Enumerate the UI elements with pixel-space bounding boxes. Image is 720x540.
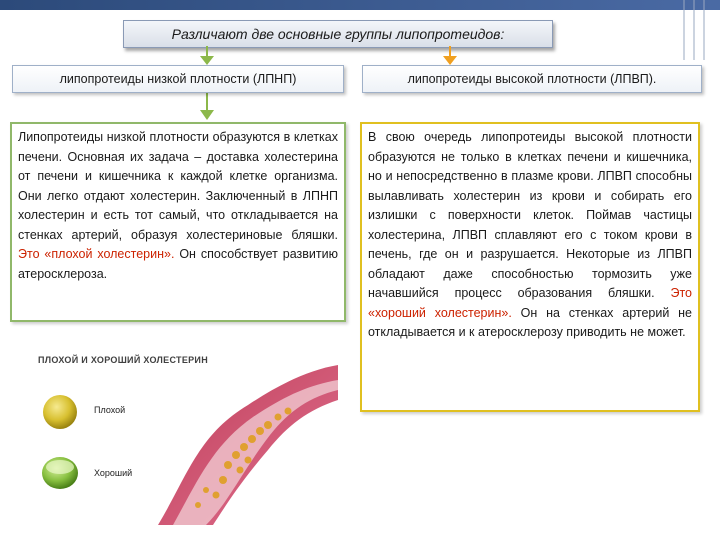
hdl-text-highlight: Это «хороший холестерин». [368, 286, 692, 320]
hdl-label: липопротеиды высокой плотности (ЛПВП). [362, 65, 702, 93]
top-header-bar [0, 0, 720, 10]
ldl-description [10, 122, 346, 322]
arrow-to-ldl-icon [197, 46, 217, 66]
cholesterol-illustration [38, 355, 338, 525]
illustration-title: ПЛОХОЙ И ХОРОШИЙ ХОЛЕСТЕРИН [38, 355, 208, 365]
ldl-text-highlight: Это «плохой холестерин». [18, 247, 175, 261]
slide-title: Различают две основные группы липопротеидов: [123, 20, 553, 48]
arrow-ldl-down-icon [197, 92, 217, 122]
bad-cholesterol-ball-icon [43, 395, 77, 429]
hdl-text-end: Он на стенках артерий не откладывается и к атеросклерозу приводить не может. [368, 305, 693, 339]
ldl-text-main: Липопротеиды низкой плотности образуются в клетках печени. Основная их задача – доставка холестерина от печени и кишечника к каждой клетке организма. Они легко отдают холестерин. Заключенный в ЛПНП холестерин и есть тот самый, что откладывается на стенках артерий, образуя холестериновые бляшки. [18, 130, 338, 242]
ldl-label: липопротеиды низкой плотности (ЛПНП) [12, 65, 344, 93]
bad-label: Плохой [94, 405, 126, 415]
hdl-description [360, 122, 700, 412]
ldl-text-end: Он способствует развитию атеросклероза. [18, 247, 338, 281]
hdl-text-main: В свою очередь липопротеиды высокой плотности образуются не только в клетках печени и кишечника, но и непосредственно в плазме крови. ЛПВП способны вылавливать холестерин из крови и собирать его излишки с поверхности клеток. Поймав частицы холестерина, ЛПВП сплавляют его с током крови в печень, где он и разрушается. Некоторые из ЛПВП обладают даже способностью тормозить уже начавшийся процесс образования бляшки. [368, 130, 692, 300]
good-label: Хороший [94, 468, 133, 478]
arrow-to-hdl-icon [440, 46, 460, 66]
decorative-lines [674, 0, 714, 60]
artery-illustration [38, 355, 338, 525]
